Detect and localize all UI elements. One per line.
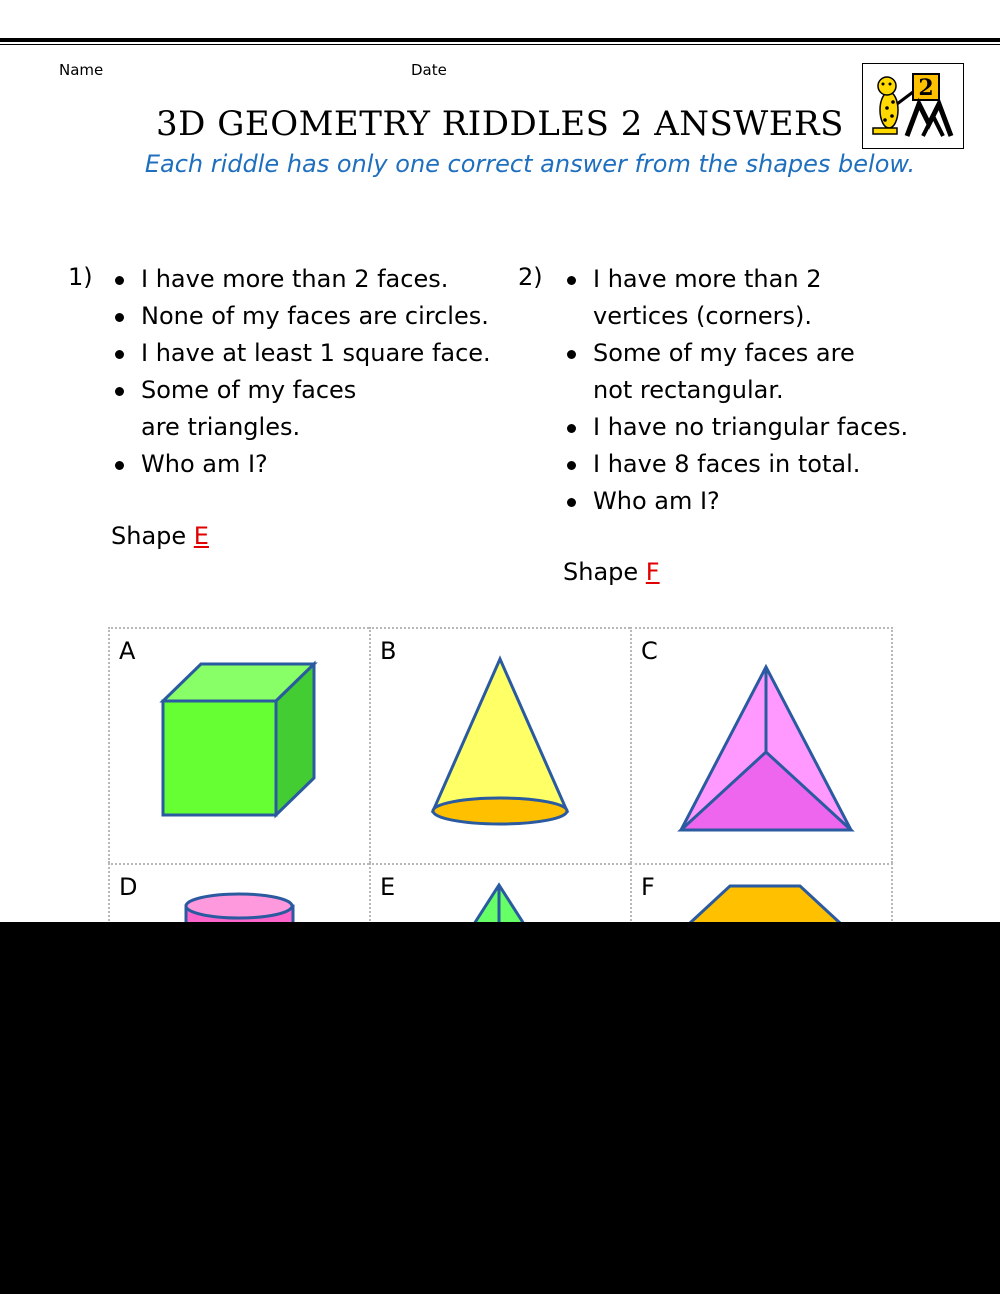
name-label: Name <box>59 61 104 79</box>
list-item: Some of my faces are triangles. <box>111 372 396 446</box>
list-item: I have at least 1 square face. <box>111 335 491 372</box>
shape-label-a: A <box>119 637 136 665</box>
shape-label-c: C <box>641 637 658 665</box>
triangular-pyramid-icon <box>632 629 891 863</box>
list-item: Who am I? <box>563 483 923 520</box>
list-item: I have more than 2 faces. <box>111 261 491 298</box>
riddle-2-number: 2) <box>518 263 543 291</box>
riddle-1-clues <box>111 261 491 483</box>
riddle-2-answer <box>563 558 660 586</box>
riddle-2-clues <box>563 261 923 520</box>
cone-icon <box>371 629 630 863</box>
shape-cell-a <box>108 627 369 863</box>
answer-letter: E <box>193 522 209 550</box>
date-label: Date <box>411 61 447 79</box>
list-item: None of my faces are circles. <box>111 298 491 335</box>
shape-label: Shape <box>563 558 639 586</box>
list-item: I have no triangular faces. <box>563 409 923 446</box>
shape-label-f: F <box>641 873 655 901</box>
shape-label: Shape <box>111 522 187 550</box>
list-item: Some of my faces are not rectangular. <box>563 335 893 409</box>
riddle-1-answer <box>111 522 209 550</box>
logo-leopard-icon <box>863 64 963 148</box>
logo-digit: 2 <box>918 75 934 101</box>
top-rule <box>0 38 1000 42</box>
shape-label-e: E <box>380 873 396 901</box>
answer-letter: F <box>645 558 660 586</box>
list-item: I have 8 faces in total. <box>563 446 923 483</box>
page-subtitle: Each riddle has only one correct answer from the shapes below. <box>144 150 916 178</box>
blacked-out-region <box>0 922 1000 1294</box>
shape-cell-b <box>369 627 630 863</box>
riddle-1-number: 1) <box>68 263 93 291</box>
shape-cell-c <box>630 627 893 863</box>
page-title: 3D GEOMETRY RIDDLES 2 ANSWERS <box>156 104 844 144</box>
shape-label-d: D <box>119 873 138 901</box>
list-item: Who am I? <box>111 446 491 483</box>
list-item: I have more than 2 vertices (corners). <box>563 261 923 335</box>
cube-icon <box>110 629 369 863</box>
shape-label-b: B <box>380 637 397 665</box>
top-rule-thin <box>0 44 1000 45</box>
logo <box>862 63 964 149</box>
